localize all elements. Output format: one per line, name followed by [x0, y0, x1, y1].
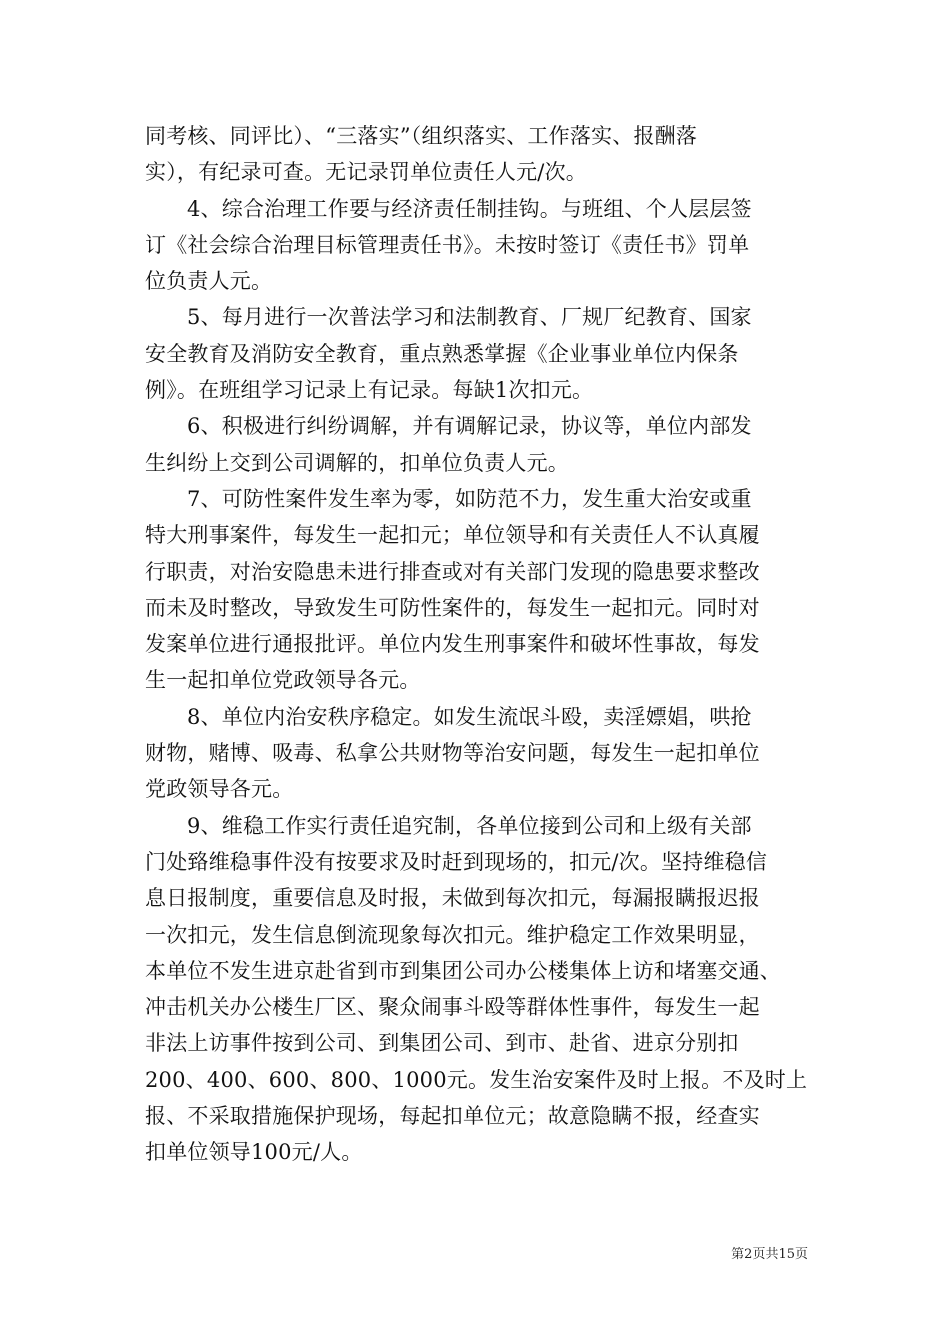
text-line: 一次扣元，发生信息倒流现象每次扣元。维护稳定工作效果明显， [145, 922, 760, 947]
paragraph-start-line: 5、每月进行一次普法学习和法制教育、厂规厂纪教育、国家 [187, 305, 752, 330]
text-line: 扣单位领导100元/人。 [145, 1140, 363, 1165]
text-line: 安全教育及消防安全教育，重点熟悉掌握《企业事业单位内保条 [145, 341, 739, 366]
text-line: 而未及时整改，导致发生可防性案件的，每发生一起扣元。同时对 [145, 595, 760, 620]
text-line: 生一起扣单位党政领导各元。 [145, 668, 421, 693]
text-line: 位负责人元。 [145, 269, 273, 294]
text-line: 冲击机关办公楼生厂区、聚众闹事斗殴等群体性事件，每发生一起 [145, 995, 760, 1020]
text-line: 实），有纪录可查。无记录罚单位责任人元/次。 [145, 160, 587, 185]
paragraph-start-line: 4、综合治理工作要与经济责任制挂钩。与班组、个人层层签 [187, 196, 752, 221]
text-line: 本单位不发生进京赴省到市到集团公司办公楼集体上访和堵塞交通、 [145, 958, 781, 983]
paragraph-start-line: 9、维稳工作实行责任追究制，各单位接到公司和上级有关部 [187, 813, 752, 838]
text-line: 行职责，对治安隐患未进行排查或对有关部门发现的隐患要求整改 [145, 559, 760, 584]
text-line: 财物，赌博、吸毒、私拿公共财物等治安问题，每发生一起扣单位 [145, 741, 760, 766]
paragraph-start-line: 8、单位内治安秩序稳定。如发生流氓斗殴，卖淫嫖娼，哄抢 [187, 704, 752, 729]
text-line: 发案单位进行通报批评。单位内发生刑事案件和破坏性事故，每发 [145, 632, 760, 657]
text-line: 例》。在班组学习记录上有记录。每缺1次扣元。 [145, 378, 594, 403]
text-line: 特大刑事案件，每发生一起扣元；单位领导和有关责任人不认真履 [145, 523, 760, 548]
text-line: 同考核、同评比）、“三落实”（组织落实、工作落实、报酬落 [145, 124, 698, 148]
text-line: 党政领导各元。 [145, 777, 294, 802]
text-line: 报、不采取措施保护现场，每起扣单位元；故意隐瞒不报，经查实 [145, 1104, 760, 1129]
text-line: 订《社会综合治理目标管理责任书》。未按时签订《责任书》罚单 [145, 232, 750, 257]
text-line: 生纠纷上交到公司调解的，扣单位负责人元。 [145, 450, 569, 475]
body-text [145, 118, 817, 1171]
paragraph-start-line: 7、可防性案件发生率为零，如防范不力，发生重大治安或重 [187, 486, 752, 511]
text-line: 200、400、600、800、1000元。发生治安案件及时上报。不及时上 [145, 1067, 808, 1092]
text-line: 门处臵维稳事件没有按要求及时赶到现场的，扣元/次。坚持维稳信 [145, 849, 768, 874]
paragraph-start-line: 6、积极进行纠纷调解，并有调解记录，协议等，单位内部发 [187, 414, 752, 439]
text-line: 非法上访事件按到公司、到集团公司、到市、赴省、进京分别扣 [145, 1031, 739, 1056]
page-number-footer: 第2页共15页 [731, 1247, 808, 1262]
text-line: 息日报制度，重要信息及时报，未做到每次扣元，每漏报瞒报迟报 [145, 886, 760, 911]
